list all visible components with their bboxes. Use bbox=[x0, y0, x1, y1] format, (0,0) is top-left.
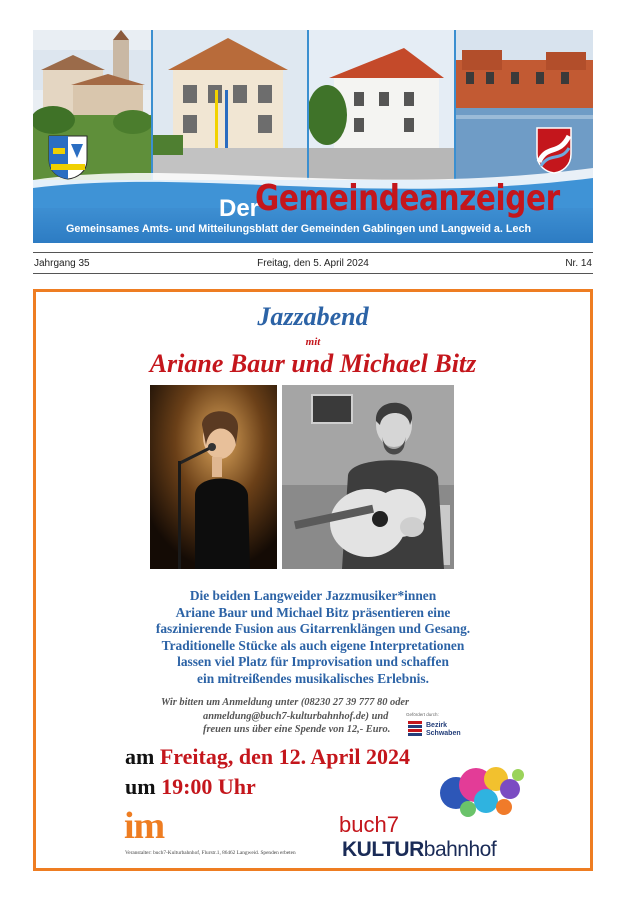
time-value: 19:00 Uhr bbox=[161, 774, 256, 799]
registration-line: Wir bitten um Anmeldung unter (08230 27 39 777 80 oder bbox=[161, 697, 410, 708]
kulturbahnhof-logo-text bbox=[342, 838, 496, 862]
title-prefix: Der bbox=[219, 195, 260, 222]
event-flyer bbox=[33, 289, 593, 871]
description-line: Die beiden Langweider Jazzmusiker*innen bbox=[189, 588, 437, 603]
date-value: Freitag, den 12. April 2024 bbox=[159, 744, 410, 769]
event-connector: mit bbox=[305, 336, 321, 348]
kulturbahnhof-bubbles-icon bbox=[434, 765, 526, 821]
date-prefix: am bbox=[125, 744, 155, 769]
organizer-note: Veranstalter: buch7-Kulturbahnhof, Flurstr.1, 86462 Langweid. Spenden erbeten bbox=[125, 850, 296, 856]
event-time bbox=[125, 774, 256, 800]
newspaper-subtitle: Gemeinsames Amts- und Mitteilungsblatt der Gemeinden Gablingen und Langweid a. Lech bbox=[66, 223, 532, 235]
buch7-logo-text: buch7 bbox=[339, 812, 399, 837]
newspaper-title: Gemeindeanzeiger bbox=[255, 178, 560, 219]
issue-year: Jahrgang 35 bbox=[34, 258, 90, 269]
description-line: ein mitreißendes musikalisches Erlebnis. bbox=[197, 670, 429, 686]
im-logo: im bbox=[124, 805, 165, 847]
kultur-part: KULTUR bbox=[342, 838, 424, 861]
sponsor-name bbox=[426, 722, 461, 738]
guitarist-photo bbox=[282, 385, 454, 569]
event-description bbox=[36, 588, 590, 688]
sponsor-name-line: Bezirk bbox=[426, 722, 448, 729]
langweid-crest-icon bbox=[535, 126, 573, 174]
description-line: Ariane Baur und Michael Bitz präsentieren eine bbox=[175, 604, 451, 620]
singer-photo bbox=[150, 385, 277, 569]
event-date bbox=[125, 744, 410, 770]
bahnhof-part: bahnhof bbox=[423, 838, 497, 861]
issue-info-bar bbox=[33, 252, 593, 274]
issue-number: Nr. 14 bbox=[565, 258, 592, 269]
masthead-banner bbox=[33, 30, 593, 243]
registration-email: anmeldung@buch7-kulturbahnhof.de) und bbox=[203, 710, 389, 722]
description-line: faszinierende Fusion aus Gitarrenklängen und Gesang. bbox=[155, 621, 471, 637]
sponsor-caption: Gefördert durch: bbox=[406, 712, 439, 717]
gablingen-crest-icon bbox=[47, 134, 89, 180]
sponsor-name-line: Schwaben bbox=[426, 730, 461, 737]
description-line: lassen viel Platz für Improvisation und schaffen bbox=[177, 654, 449, 670]
time-prefix: um bbox=[125, 774, 156, 799]
event-title: Jazzabend bbox=[257, 302, 369, 331]
registration-note bbox=[161, 696, 409, 737]
bezirk-schwaben-icon bbox=[408, 721, 422, 737]
issue-date: Freitag, den 5. April 2024 bbox=[257, 258, 369, 269]
registration-line: freuen uns über eine Spende von 12,- Euro. bbox=[203, 724, 391, 735]
description-line: Traditionelle Stücke als auch eigene Interpretationen bbox=[161, 637, 465, 653]
sponsor-logo bbox=[406, 712, 468, 746]
event-artists: Ariane Baur und Michael Bitz bbox=[149, 349, 477, 378]
